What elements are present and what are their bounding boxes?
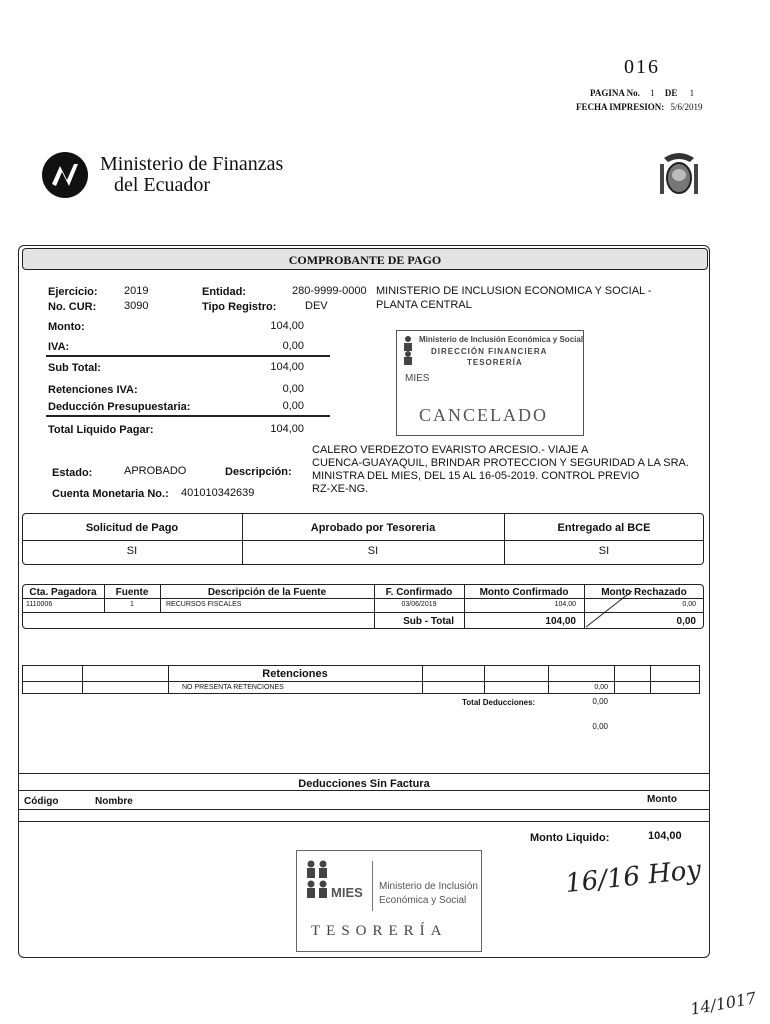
deducciones-mid-rule — [18, 809, 710, 810]
retenciones-col-7 — [650, 665, 651, 694]
estado-value: APROBADO — [124, 465, 187, 477]
ministry-logo-icon — [40, 150, 90, 200]
mies-people-icon — [305, 859, 331, 899]
tesoreria-stamp — [296, 850, 482, 952]
cur-label: No. CUR: — [48, 301, 97, 313]
cur-value: 3090 — [124, 300, 149, 312]
total-liquido-label: Total Liquido Pagar: — [48, 424, 154, 436]
ministry-name-line1: Ministerio de Finanzas — [100, 153, 284, 175]
entity-name-line2: PLANTA CENTRAL — [376, 299, 472, 311]
document-title: COMPROBANTE DE PAGO — [288, 253, 442, 267]
deducciones-top-rule — [18, 773, 710, 774]
retenciones-col-4 — [484, 665, 485, 694]
descripcion-label: Descripción: — [225, 466, 292, 478]
retenciones-row-value: 0,00 — [594, 684, 608, 691]
stamp-bottom-mies: MIES — [331, 885, 363, 900]
total-liquido-value: 104,00 — [270, 423, 304, 435]
subtotal-value: 104,00 — [270, 361, 304, 373]
handwritten-date: 16/16 Hoy — [563, 854, 703, 900]
monto-liquido-value: 104,00 — [648, 830, 682, 842]
retenciones-col-3 — [422, 665, 423, 694]
retenciones-divider — [22, 681, 700, 682]
payments-subtotal-label: Sub - Total — [403, 616, 454, 627]
tipo-registro-label: Tipo Registro: — [202, 301, 277, 313]
coat-of-arms — [654, 148, 704, 200]
tipo-registro-value: DEV — [305, 300, 328, 312]
ejercicio-value: 2019 — [124, 285, 149, 297]
stamp-line1: Ministerio de Inclusión Económica y Social — [419, 335, 584, 344]
payments-header-descripcion: Descripción de la Fuente — [207, 587, 327, 598]
stamp-bottom-tesoreria: TESORERÍA — [311, 923, 448, 939]
payments-header-fconfirmado: F. Confirmado — [385, 587, 453, 598]
stamp-mies: MIES — [405, 373, 430, 384]
stamp-bottom-line1: Ministerio de Inclusión — [379, 881, 478, 892]
cuenta-value: 401010342639 — [181, 487, 255, 499]
payments-cell-cta: 1110006 — [26, 601, 53, 608]
subtotal-label: Sub Total: — [48, 362, 101, 374]
approval-value-tesoreria: SI — [367, 545, 379, 557]
retenciones-extra-value: 0,00 — [592, 722, 608, 731]
payments-cell-descripcion: RECURSOS FISCALES — [166, 601, 242, 608]
retenciones-col-1 — [82, 665, 83, 694]
payments-cell-monto-rechazado: 0,00 — [682, 601, 696, 608]
total-deducciones-value: 0,00 — [592, 697, 608, 706]
cuenta-label: Cuenta Monetaria No.: — [52, 488, 169, 500]
monto-value: 104,00 — [270, 320, 304, 332]
retenciones-title: Retenciones — [262, 668, 328, 680]
deduccion-value: 0,00 — [282, 400, 304, 412]
deducciones-title: Deducciones Sin Factura — [298, 778, 430, 790]
monto-liquido-label: Monto Liquido: — [530, 832, 610, 844]
descripcion-line3: MINISTRA DEL MIES, DEL 15 AL 16-05-2019. CONTROL PREVIO — [312, 470, 640, 482]
handwritten-corner: 14/1017 — [688, 988, 758, 1019]
approval-value-bce: SI — [598, 545, 610, 557]
stamp-bottom-divider — [372, 861, 373, 911]
ministry-logo — [40, 150, 90, 200]
payments-cell-monto-confirmado: 104,00 — [554, 601, 576, 608]
deducciones-col-nombre: Nombre — [95, 796, 133, 807]
page-total: 1 — [689, 88, 695, 98]
payments-subtotal-confirmado: 104,00 — [545, 616, 576, 627]
print-date: 5/6/2019 — [670, 102, 703, 112]
subtotal-rule — [46, 355, 330, 357]
payments-header-monto-confirmado: Monto Confirmado — [479, 587, 569, 598]
entity-name-line1: MINISTERIO DE INCLUSION ECONOMICA Y SOCIAL - — [376, 285, 652, 297]
cancelado-stamp — [396, 330, 584, 436]
document-number: 016 — [624, 56, 660, 78]
ministry-name-line2: del Ecuador — [114, 174, 211, 196]
deducciones-col-monto: Monto — [647, 794, 677, 805]
iva-label: IVA: — [48, 341, 70, 353]
payments-header-fuente: Fuente — [115, 587, 149, 598]
retenciones-col-6 — [614, 665, 615, 694]
page-of-label: DE — [664, 88, 678, 98]
print-date-label: FECHA IMPRESION: — [576, 102, 665, 112]
stamp-cancelado: CANCELADO — [419, 405, 548, 425]
deducciones-bottom-rule — [18, 821, 710, 822]
page-label: PAGINA No. — [590, 88, 640, 98]
total-rule — [46, 415, 330, 417]
ministry-name — [100, 154, 283, 196]
approvals-divider — [22, 540, 704, 541]
deducciones-col-codigo: Código — [24, 796, 59, 807]
entidad-value: 280-9999-0000 — [292, 285, 367, 297]
print-date-row — [576, 102, 703, 112]
ret-iva-label: Retenciones IVA: — [48, 384, 138, 396]
estado-label: Estado: — [52, 467, 93, 479]
retenciones-row-text: NO PRESENTA RETENCIONES — [182, 684, 284, 691]
descripcion-text — [312, 444, 689, 496]
payments-subtotal-rechazado: 0,00 — [676, 616, 696, 627]
approvals-table — [22, 513, 704, 565]
approvals-col-divider-1 — [242, 513, 243, 565]
coat-of-arms-icon — [654, 148, 704, 200]
descripcion-line1: CALERO VERDEZOTO EVARISTO ARCESIO.- VIAJE A — [312, 444, 589, 456]
ret-iva-value: 0,00 — [282, 383, 304, 395]
deduccion-label: Deducción Presupuestaria: — [48, 401, 191, 413]
approval-header-tesoreria: Aprobado por Tesoreria — [310, 522, 436, 534]
approvals-col-divider-2 — [504, 513, 505, 565]
payments-cell-fconfirmado: 03/06/2019 — [401, 601, 437, 608]
mies-figure-icon — [401, 335, 415, 365]
entidad-label: Entidad: — [202, 286, 246, 298]
payments-header-cta: Cta. Pagadora — [29, 587, 97, 598]
page-number-row — [590, 88, 694, 98]
stamp-bottom-line2: Económica y Social — [379, 895, 467, 906]
approval-value-solicitud: SI — [126, 545, 138, 557]
payments-cell-fuente: 1 — [130, 601, 134, 608]
iva-value: 0,00 — [282, 340, 304, 352]
total-deducciones-label: Total Deducciones: — [462, 698, 536, 707]
payments-header-monto-rechazado: Monto Rechazado — [601, 587, 687, 598]
ejercicio-label: Ejercicio: — [48, 286, 98, 298]
descripcion-line2: CUENCA-GUAYAQUIL, BRINDAR PROTECCION Y SEGURIDAD A LA SRA. — [312, 457, 689, 469]
page-number: 1 — [650, 88, 655, 98]
descripcion-line4: RZ-XE-NG. — [312, 483, 369, 495]
stamp-line2: DIRECCIÓN FINANCIERA — [431, 347, 548, 356]
monto-label: Monto: — [48, 321, 85, 333]
stamp-line3: TESORERÍA — [467, 358, 523, 367]
deducciones-header-rule — [18, 790, 710, 791]
approval-header-solicitud: Solicitud de Pago — [85, 522, 179, 534]
strike-mark-icon — [584, 589, 634, 629]
approval-header-bce: Entregado al BCE — [557, 522, 651, 534]
